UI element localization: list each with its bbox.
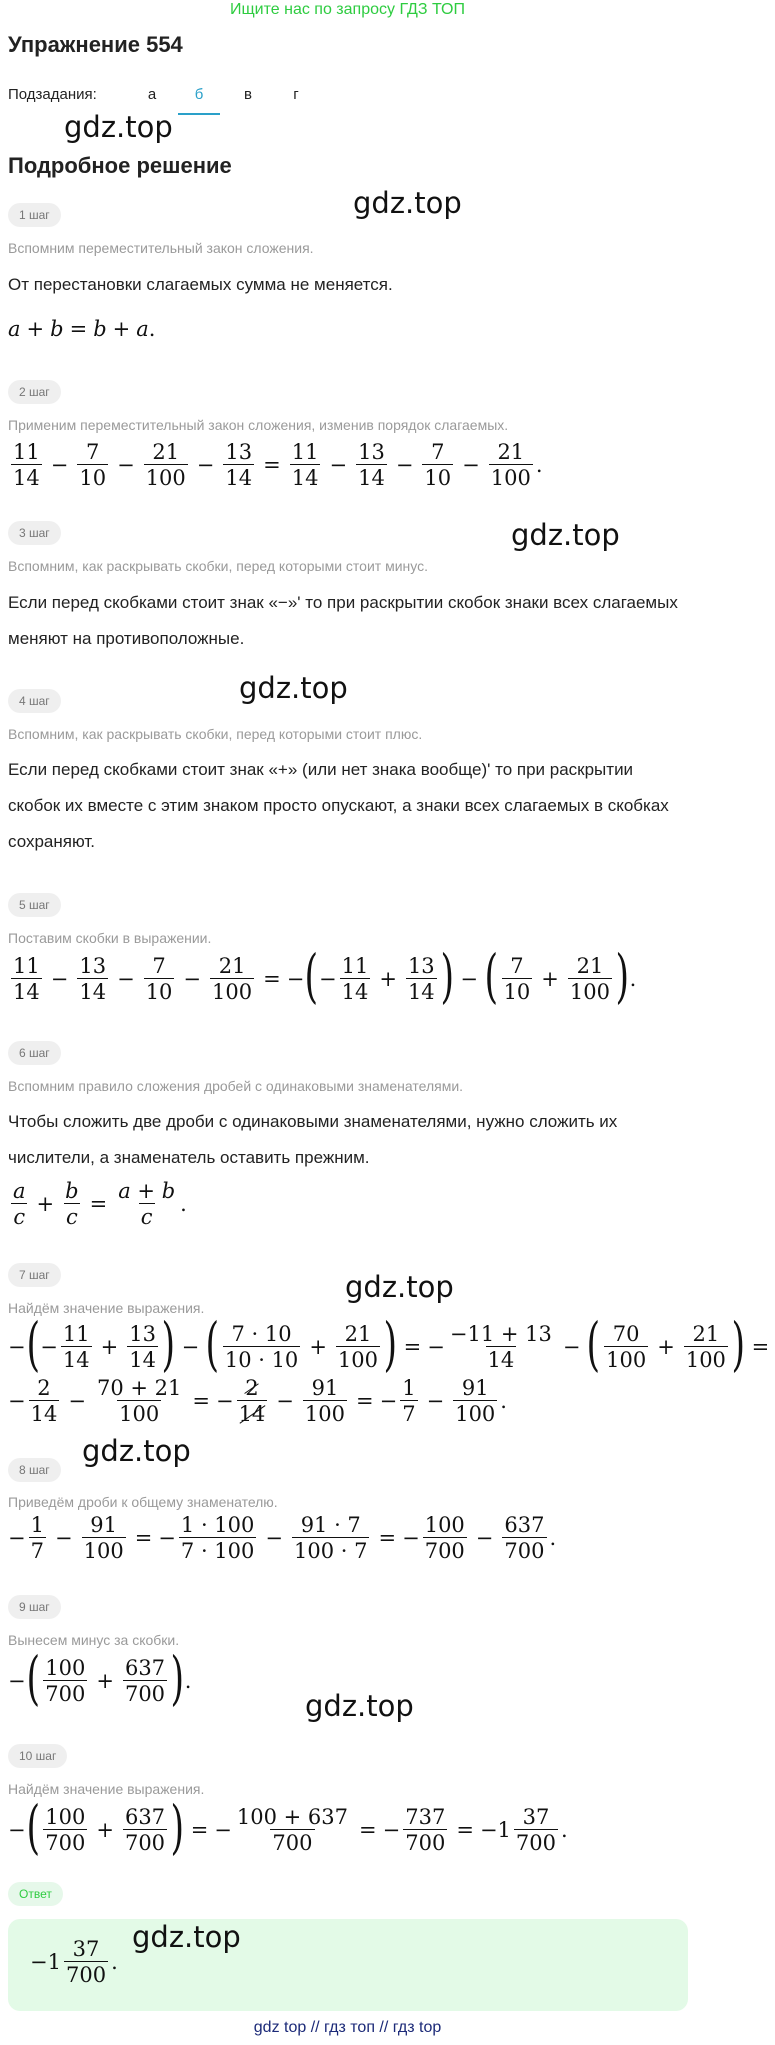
subtask-tab-a[interactable]: а xyxy=(147,86,157,103)
formula: $\frac{a}{c}$ + $\frac{b}{c}$ = $\frac{a + b}{c}$ . xyxy=(13,1179,187,1230)
watermark: gdz.top xyxy=(353,186,462,220)
subtask-tab-g[interactable]: г xyxy=(293,86,299,103)
formula: − ( $\frac{100}{700}$ + $\frac{637}{700}$ ) = − $\frac{100 + 637}{700}$ = − $\frac{737}{700}$ = −1 $\frac{37}{700}$ . xyxy=(8,1793,568,1861)
step-text: От перестановки слагаемых сумма не меняется. xyxy=(8,275,393,294)
section-title: Подробное решение xyxy=(8,153,232,178)
step-badge: 4 шаг xyxy=(8,689,61,713)
step-badge: 8 шаг xyxy=(8,1458,61,1482)
formula: $\frac{11}{14}$ − $\frac{7}{10}$ − $\frac{21}{100}$ − $\frac{13}{14}$ = $\frac{11}{14}$ − $\frac{13}{14}$ − $\frac{7}{10}$ − $\frac{21}{100}$ . xyxy=(13,440,543,491)
step-hint: Применим переместительный закон сложения, изменив порядок слагаемых. xyxy=(8,417,509,433)
step-badge: 9 шаг xyxy=(8,1595,61,1619)
step-hint: Найдём значение выражения. xyxy=(8,1300,205,1316)
step-badge: 7 шаг xyxy=(8,1263,61,1287)
step-hint: Вспомним правило сложения дробей с одинаковыми знаменателями. xyxy=(8,1078,464,1094)
top-banner[interactable]: Ищите нас по запросу ГДЗ ТОП xyxy=(230,1,465,18)
watermark: gdz.top xyxy=(305,1689,414,1723)
subtask-tab-b[interactable]: б xyxy=(194,86,204,103)
watermark: gdz.top xyxy=(239,671,348,705)
step-text: Чтобы сложить две дроби с одинаковыми знаменателями, нужно сложить их числители, а знаменатель оставить прежним. xyxy=(8,1112,618,1167)
step-text: Если перед скобками стоит знак «−»' то при раскрытии скобок знаки всех слагаемых меняют на противоположные. xyxy=(8,593,678,648)
formula: − ( $\frac{100}{700}$ + $\frac{637}{700}$ ) . xyxy=(8,1644,192,1712)
step-text: Если перед скобками стоит знак «+» (или нет знака вообще)' то при раскрытии скобок их вместе с этим знаком просто опускают, а знаки всех слагаемых в скобках сохраняют. xyxy=(8,760,669,851)
watermark: gdz.top xyxy=(511,518,620,552)
step-badge: 1 шаг xyxy=(8,203,61,227)
formula: − ( − $\frac{11}{14}$ + $\frac{13}{14}$ ) − ( $\frac{7 \cdot 10}{10 \cdot 10}$ + $\frac{21}{100}$ ) = − $\frac{-11 + 13}{14}$ − ( $\frac{70}{100}$ + $\frac{21}{100}$ ) = xyxy=(8,1310,770,1378)
formula: − $\frac{2}{14}$ − $\frac{70 + 21}{100}$ = − $\frac{2}{14}$ − $\frac{91}{100}$ = − $\frac{1}{7}$ − $\frac{91}{100}$ . xyxy=(8,1376,507,1427)
answer-formula: −1 $\frac{37}{700}$ . xyxy=(30,1937,118,1988)
step-badge: 5 шаг xyxy=(8,893,61,917)
formula: a + b = b + a . xyxy=(8,317,156,341)
footer-links[interactable]: gdz top // гдз топ // гдз top xyxy=(253,2019,442,2036)
page-title: Упражнение 554 xyxy=(8,32,183,57)
answer-badge: Ответ xyxy=(8,1882,63,1906)
step-badge: 3 шаг xyxy=(8,521,61,545)
formula: − $\frac{1}{7}$ − $\frac{91}{100}$ = − $\frac{1 \cdot 100}{7 \cdot 100}$ − $\frac{91 \cdot 7}{100 \cdot 7}$ = − $\frac{100}{700}$ − $\frac{637}{700}$ . xyxy=(8,1513,557,1564)
formula: $\frac{11}{14}$ − $\frac{13}{14}$ − $\frac{7}{10}$ − $\frac{21}{100}$ = − ( − $\frac{11}{14}$ + $\frac{13}{14}$ ) − ( $\frac{7}{10}$ + $\frac{21}{100}$ ) . xyxy=(13,942,637,1010)
step-hint: Найдём значение выражения. xyxy=(8,1781,205,1797)
step-hint: Вспомним переместительный закон сложения. xyxy=(8,240,314,256)
step-hint: Приведём дроби к общему знаменателю. xyxy=(8,1494,278,1510)
step-hint: Вспомним, как раскрывать скобки, перед которыми стоит минус. xyxy=(8,558,428,574)
watermark: gdz.top xyxy=(132,1920,241,1954)
step-badge: 10 шаг xyxy=(8,1744,67,1768)
active-tab-underline xyxy=(178,113,220,115)
step-hint: Поставим скобки в выражении. xyxy=(8,930,212,946)
subtasks-label: Подзадания: xyxy=(8,86,97,103)
step-badge: 2 шаг xyxy=(8,380,61,404)
subtask-tab-v[interactable]: в xyxy=(244,86,252,103)
step-hint: Вспомним, как раскрывать скобки, перед которыми стоит плюс. xyxy=(8,726,423,742)
watermark: gdz.top xyxy=(345,1270,454,1304)
watermark: gdz.top xyxy=(64,110,173,144)
watermark: gdz.top xyxy=(82,1434,191,1468)
step-badge: 6 шаг xyxy=(8,1041,61,1065)
step-hint: Вынесем минус за скобки. xyxy=(8,1632,180,1648)
